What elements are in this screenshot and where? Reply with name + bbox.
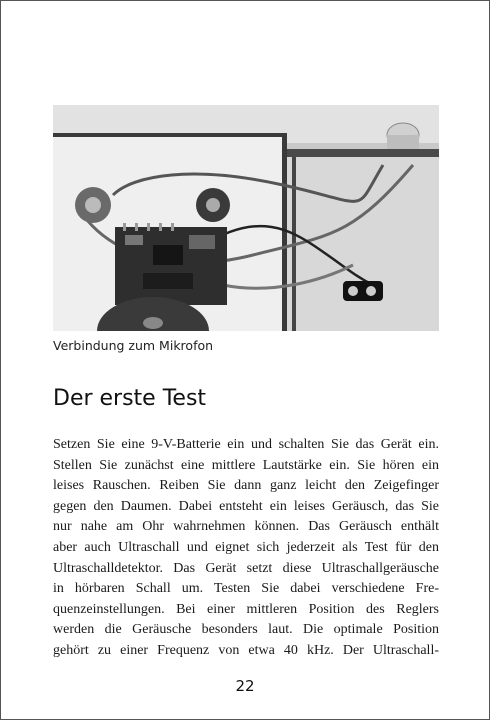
figure-caption: Verbindung zum Mikrofon [53,338,214,353]
section-heading: Der erste Test [53,386,207,411]
page-number: 22 [235,677,255,695]
text-line: nur nahe am Ohr wahrnehmen können. Das Geräusch enthält [53,519,439,535]
text-line: in hörbaren Schall um. Testen Sie dabei verschiedene Fre- [53,581,439,597]
text-line: quenzeinstellungen. Bei einer mittleren Position des Reglers [53,601,439,617]
text-line: aber auch Ultraschall und eignet sich jederzeit als Test für den [53,539,439,555]
text-line: leises Rauschen. Reiben Sie dann ganz leicht den Zeigefinger [53,478,439,494]
text-line: gegen den Daumen. Dabei entsteht ein leises Geräusch, das Sie [53,498,439,514]
text-line: werden die Geräusche besonders laut. Die optimale Position [53,622,439,638]
circuit-photo [53,105,439,331]
body-paragraph [53,435,439,662]
text-line: Ultraschalldetektor. Das Gerät setzt diese Ultraschallgeräusche [53,560,439,576]
text-line: Stellen Sie zunächst eine mittlere Lautstärke ein. Sie hören ein [53,457,439,473]
text-line: gehört zu einer Frequenz von etwa 40 kHz. Der Ultraschall- [53,642,439,658]
text-line: Setzen Sie eine 9-V-Batterie ein und schalten Sie das Gerät ein. [53,437,439,452]
